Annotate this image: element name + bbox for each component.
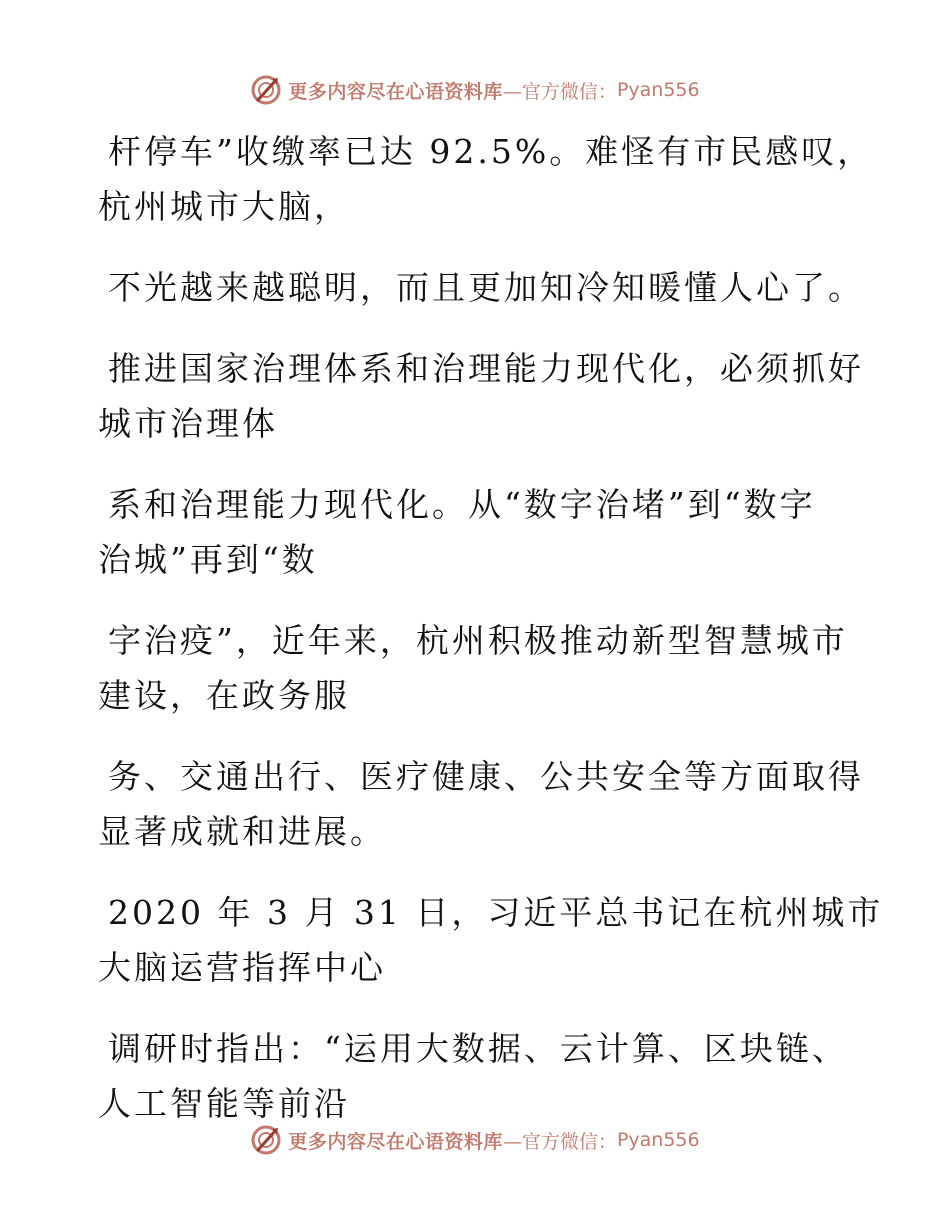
text-line: 调研时指出：“运用大数据、云计算、区块链、 — [108, 1029, 848, 1068]
text-line: 大脑运营指挥中心 — [98, 948, 386, 987]
paragraph — [98, 1021, 848, 1131]
seal-logo-icon — [250, 1124, 282, 1156]
text-line: 务、交通出行、医疗健康、公共安全等方面取得 — [108, 757, 864, 796]
text-line: 字治疫”，近年来，杭州积极推动新型智慧城市 — [108, 621, 848, 660]
text-line: 2020 年 3 月 31 日，习近平总书记在杭州城市 — [108, 893, 884, 932]
footer-watermark — [0, 1120, 950, 1160]
text-line: 城市治理体 — [98, 404, 278, 443]
document-body — [98, 124, 884, 1157]
watermark-separator: —官方微信： — [502, 80, 617, 103]
text-line: 杭州城市大脑， — [98, 187, 350, 226]
text-line: 显著成就和进展。 — [98, 812, 386, 851]
paragraph — [98, 477, 838, 587]
watermark-brand: 更多内容尽在心语资料库 — [288, 1130, 503, 1153]
text-line: 治城”再到“数 — [98, 540, 318, 579]
paragraph — [98, 341, 864, 451]
watermark-brand: 更多内容尽在心语资料库 — [288, 80, 503, 103]
text-line: 建设，在政务服 — [98, 676, 350, 715]
watermark-wechat-id: Pyan556 — [616, 1129, 700, 1151]
text-line: 不光越来越聪明，而且更加知冷知暖懂人心了。 — [108, 268, 864, 307]
text-line: 系和治理能力现代化。从“数字治堵”到“数字 — [108, 485, 816, 524]
text-line: 人工智能等前沿 — [98, 1084, 350, 1123]
seal-logo-icon — [250, 74, 282, 106]
header-watermark — [0, 70, 950, 110]
paragraph — [98, 260, 864, 315]
text-line: 杆停车”收缴率已达 92.5%。难怪有市民感叹， — [108, 132, 874, 171]
paragraph — [98, 885, 884, 995]
watermark-wechat-id: Pyan556 — [616, 79, 700, 101]
watermark-separator: —官方微信： — [502, 1130, 617, 1153]
text-line: 推进国家治理体系和治理能力现代化，必须抓好 — [108, 349, 864, 388]
paragraph — [98, 613, 848, 723]
paragraph — [98, 124, 874, 234]
paragraph — [98, 749, 864, 859]
